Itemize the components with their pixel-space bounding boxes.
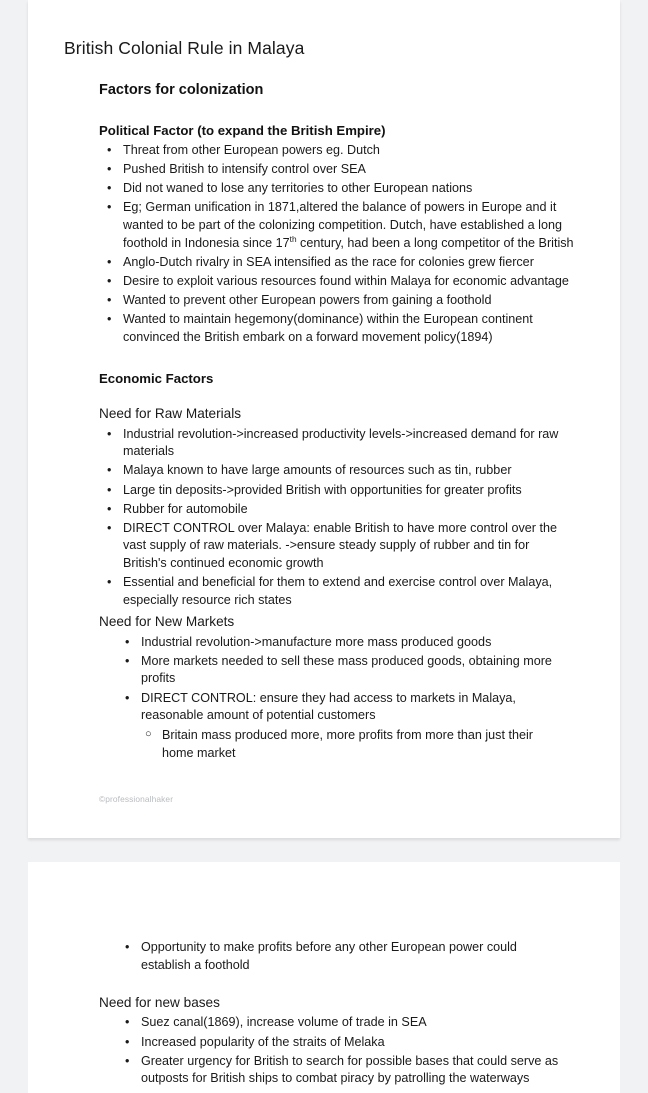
list-item-text: Wanted to maintain hegemony(dominance) within the European continent convinced the British embark on a forward movement policy(1894) — [123, 312, 533, 344]
list-item-text — [123, 199, 576, 252]
document-page-1 — [28, 0, 620, 838]
political-factor-list — [64, 139, 594, 346]
list-item — [105, 311, 576, 346]
page-top-margin — [64, 862, 594, 936]
list-item-text: Opportunity to make profits before any other European power could establish a foothold — [141, 940, 517, 972]
new-markets-sub-list — [64, 726, 594, 762]
list-item-text: More markets needed to sell these mass produced goods, obtaining more profits — [141, 653, 552, 686]
list-item-german-unification — [105, 199, 576, 252]
list-item-text: DIRECT CONTROL: ensure they had access to markets in Malaya, reasonable amount of potential customers — [141, 690, 516, 723]
continued-list — [64, 936, 594, 974]
list-item-text: Increased popularity of the straits of Melaka — [141, 1034, 385, 1049]
list-item-text: Pushed British to intensify control over SEA — [123, 162, 366, 177]
list-item — [105, 254, 576, 272]
bullet-circle-icon: ○ — [145, 728, 152, 741]
list-item-text: Britain mass produced more, more profits from more than just their home market — [162, 728, 533, 760]
list-item-text: Did not waned to lose any territories to other European nations — [123, 181, 473, 196]
new-bases-list — [64, 1011, 594, 1088]
subheading-need-raw-materials: Need for Raw Materials — [99, 406, 242, 422]
bullet-disc-icon: • — [125, 690, 130, 705]
bullet-disc-icon: • — [107, 293, 112, 307]
list-item-text: Greater urgency for British to search for possible bases that could serve as outposts for British ships to combat piracy by patrolling the waterways — [141, 1053, 559, 1086]
bullet-disc-icon: • — [107, 273, 112, 288]
list-item-text: Wanted to prevent other European powers from gaining a foothold — [123, 293, 492, 307]
bullet-disc-icon: • — [125, 1034, 130, 1049]
list-item — [123, 653, 564, 688]
list-item-text: Threat from other European powers eg. Dutch — [123, 143, 380, 157]
list-item — [123, 939, 564, 974]
subheading-need-new-markets: Need for New Markets — [99, 613, 235, 629]
bullet-disc-icon: • — [107, 520, 112, 535]
list-item — [105, 426, 576, 461]
list-item — [123, 1053, 564, 1088]
list-item-text: DIRECT CONTROL over Malaya: enable British to have more control over the vast supply of raw materials. ->ensure steady supply of rubber and tin for British's continued economic growth — [123, 520, 557, 571]
page-separator — [0, 838, 648, 862]
list-item-text: Industrial revolution->manufacture more mass produced goods — [141, 634, 492, 649]
list-item — [123, 690, 564, 725]
list-item-text: Rubber for automobile — [123, 501, 248, 516]
bullet-disc-icon: • — [125, 940, 130, 954]
document-page-2 — [28, 862, 620, 1093]
list-item — [105, 161, 576, 179]
list-item — [144, 727, 554, 762]
list-item — [105, 462, 576, 480]
list-item — [105, 142, 576, 160]
list-item-text: Anglo-Dutch rivalry in SEA intensified as the race for colonies grew fiercer — [123, 254, 534, 269]
list-item — [123, 1014, 564, 1032]
list-item — [123, 634, 564, 652]
section-heading-factors: Factors for colonization — [99, 82, 264, 98]
list-item-text: Suez canal(1869), increase volume of trade in SEA — [141, 1015, 427, 1030]
list-item-text: Industrial revolution->increased productivity levels->increased demand for raw materials — [123, 426, 559, 459]
bullet-disc-icon: • — [107, 575, 112, 590]
bullet-disc-icon: • — [107, 162, 112, 177]
text-pre: Eg; German unification in 1871,altered the balance of powers in Europe and it wanted to be part of the colonizing competition. Dutch, have established a long foothold in Indonesia since 17 — [123, 200, 562, 250]
bullet-disc-icon: • — [107, 482, 112, 497]
subheading-need-new-bases: Need for new bases — [99, 994, 220, 1010]
bullet-disc-icon: • — [107, 254, 112, 269]
page-title: British Colonial Rule in Malaya — [64, 38, 305, 58]
bullet-disc-icon: • — [107, 312, 112, 327]
bullet-disc-icon: • — [125, 653, 130, 668]
list-item — [105, 292, 576, 310]
bullet-disc-icon: • — [125, 634, 130, 649]
new-markets-list — [64, 631, 594, 725]
subheading-economic-factors: Economic Factors — [99, 370, 214, 386]
bullet-disc-icon: • — [107, 501, 112, 516]
bullet-disc-icon: • — [107, 143, 112, 157]
list-item — [105, 273, 576, 291]
text-post: century, had been a long competitor of the British — [296, 235, 574, 250]
list-item — [105, 482, 576, 500]
list-item — [105, 574, 576, 609]
raw-materials-list — [64, 423, 594, 610]
list-item — [123, 1034, 564, 1052]
bullet-disc-icon: • — [107, 426, 112, 441]
list-item-text: Essential and beneficial for them to extend and exercise control over Malaya, especially resource rich states — [123, 575, 553, 607]
bullet-disc-icon: • — [125, 1015, 130, 1030]
subheading-political-factor: Political Factor (to expand the British Empire) — [99, 122, 386, 138]
list-item — [105, 180, 576, 198]
watermark-credit: ©professionalhaker — [99, 794, 174, 804]
list-item — [105, 520, 576, 573]
bullet-disc-icon: • — [125, 1053, 130, 1068]
bullet-disc-icon: • — [107, 181, 112, 196]
ordinal-superscript: th — [289, 233, 297, 244]
list-item-text: Malaya known to have large amounts of resources such as tin, rubber — [123, 463, 512, 478]
list-item-text: Desire to exploit various resources found within Malaya for economic advantage — [123, 273, 569, 288]
list-item-text: Large tin deposits->provided British with opportunities for greater profits — [123, 482, 522, 497]
bullet-disc-icon: • — [107, 200, 112, 215]
list-item — [105, 501, 576, 519]
bullet-disc-icon: • — [107, 463, 112, 478]
